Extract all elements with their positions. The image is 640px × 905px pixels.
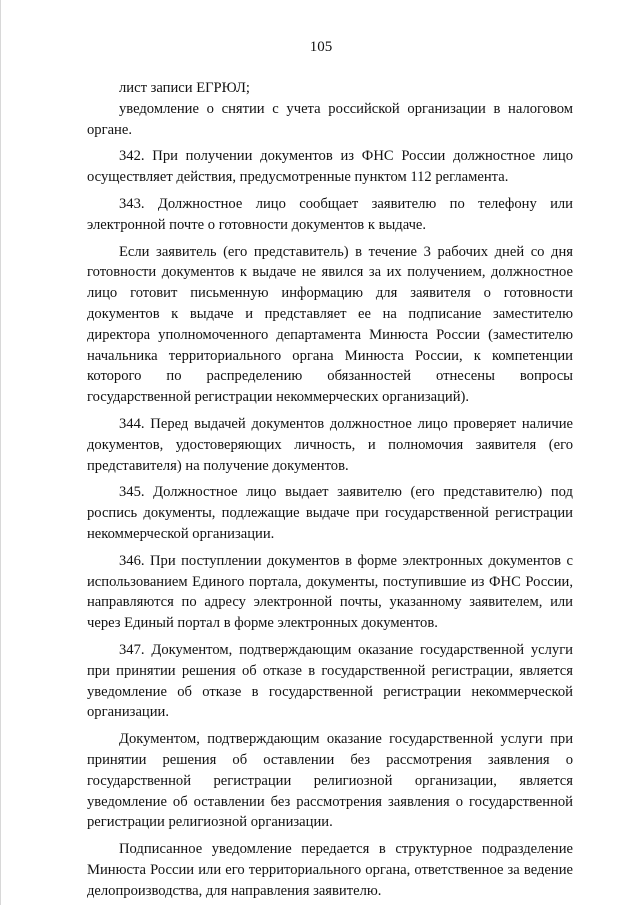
paragraph-religious-org-notice: Документом, подтверждающим оказание государственной услуги при принятии решения об оставлении без рассмотрения заявления о государственной регистрации религиозной организации, является уведомление об оставлении без рассмотрения заявления о государственной регистрации религиозной организации. [87,731,573,831]
page-number: 105 [309,39,333,55]
paragraph-346: 346. При поступлении документов в форме электронных документов с использованием Единого портала, документы, поступившие из ФНС России, направляются по адресу электронной почты, указанному заявителем, или через Единый портал в форме электронных документов. [87,552,573,632]
paragraph-applicant-no-show: Если заявитель (его представитель) в течение 3 рабочих дней со дня готовности документов к выдаче не явился за их получением, должностное лицо готовит письменную информацию для заявителя о готовности документов к выдаче и представляет ее на подписание заместителю директора уполномоченного департамента Минюста России (заместителю начальника территориального органа Минюста России, к компетенции которого по распределению обязанностей отнесены вопросы государственной регистрации некоммерческих организаций). [87,243,573,406]
paragraph-347: 347. Документом, подтверждающим оказание государственной услуги при принятии решения об отказе в государственной регистрации, является уведомление об отказе в государственной регистрации некоммерческой организации. [87,641,573,721]
paragraph-342: 342. При получении документов из ФНС России должностное лицо осуществляет действия, предусмотренные пунктом 112 регламента. [87,148,573,186]
paragraph-344: 344. Перед выдачей документов должностное лицо проверяет наличие документов, удостоверяющих личность, и полномочия заявителя (его представителя) на получение документов. [87,415,573,474]
document-body [87,78,573,901]
paragraph-egrul-sheet: лист записи ЕГРЮЛ; [119,80,250,96]
paragraph-343: 343. Должностное лицо сообщает заявителю по телефону или электронной почте о готовности документов к выдаче. [87,195,573,233]
paragraph-345: 345. Должностное лицо выдает заявителю (его представителю) под роспись документы, подлежащие выдаче при государственной регистрации некоммерческой организации. [87,484,573,542]
paragraph-signed-notice-transfer: Подписанное уведомление передается в структурное подразделение Минюста России или его территориального органа, ответственное за ведение делопроизводства, для направления заявителю. [87,841,573,899]
paragraph-tax-deregistration: уведомление о снятии с учета российской организации в налоговом органе. [87,100,573,138]
